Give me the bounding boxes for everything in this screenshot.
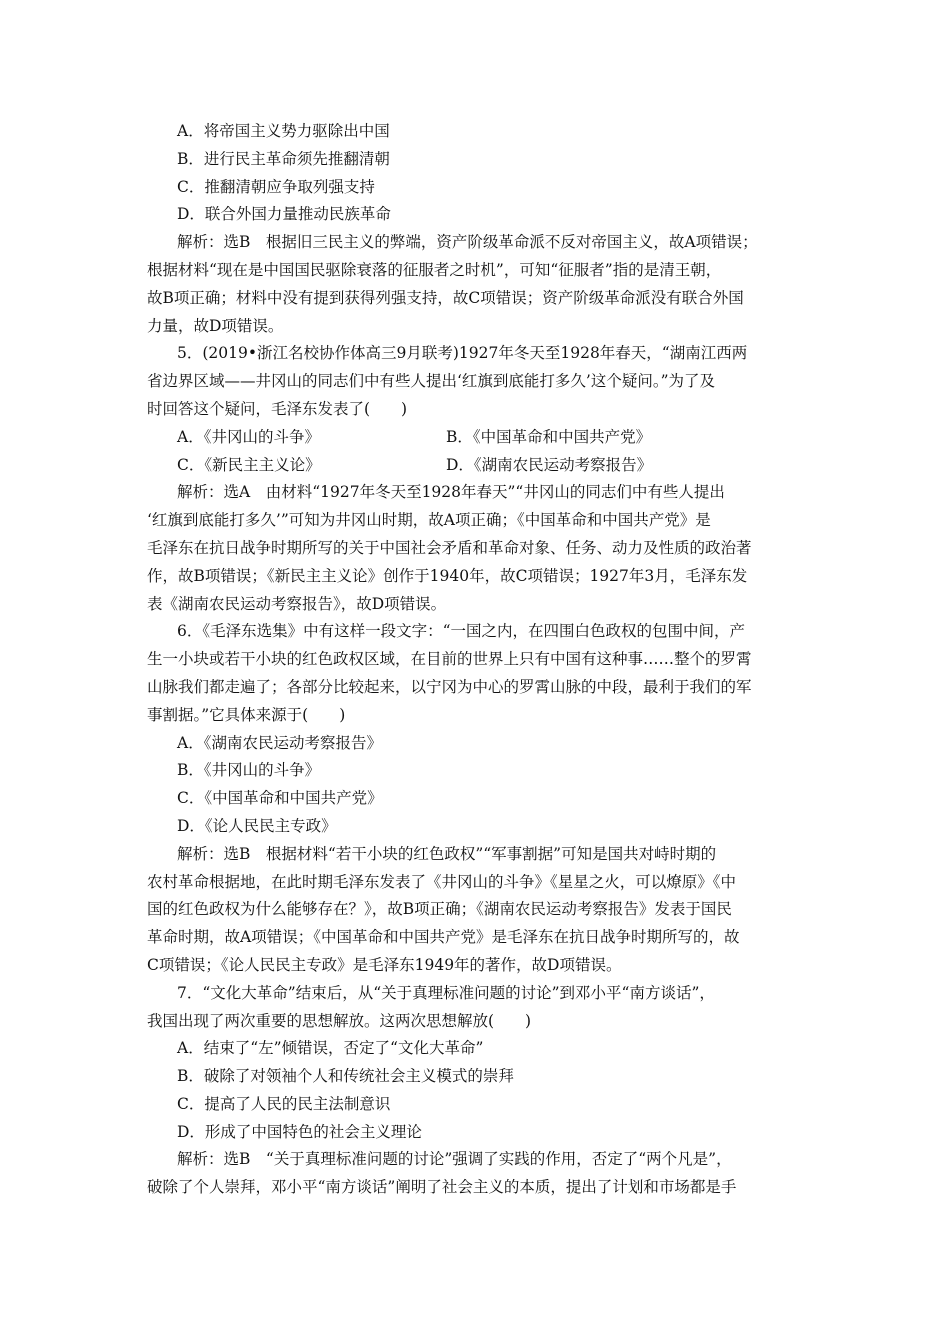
q6-analysis [147,841,823,980]
q5-analysis-line: 毛泽东在抗日战争时期所写的关于中国社会矛盾和革命对象、任务、动力及性质的政治著 [147,538,752,557]
q5-analysis-line: 作，故B项错误；《新民主主义论》创作于1940年，故C项错误；1927年3月，毛泽东发 [147,566,748,585]
q5-option-c: C．《新民主主义论》 [177,455,321,474]
q4-analysis [147,229,823,340]
q6-analysis-line: 国的红色政权为什么能够存在？》，故B项正确；《湖南农民运动考察报告》发表于国民 [147,900,732,919]
q7-stem-line: 我国出现了两次重要的思想解放。这两次思想解放( ) [147,1011,532,1030]
q4-option-a: A．将帝国主义势力驱除出中国 [177,122,390,140]
q7-option-d: D．形成了中国特色的社会主义理论 [177,1122,422,1141]
document-body [147,118,823,1202]
q7-option-a: A．结束了“左”倾错误，否定了“文化大革命” [177,1039,484,1058]
q7-analysis [147,1146,823,1202]
q7-analysis-line: 破除了个人崇拜，邓小平“南方谈话”阐明了社会主义的本质，提出了计划和市场都是手 [147,1178,737,1197]
q5-option-b: B．《中国革命和中国共产党》 [446,427,652,446]
q6-option-b: B．《井冈山的斗争》 [177,761,321,780]
q5-option-d: D．《湖南农民运动考察报告》 [446,455,653,474]
q5-stem-line: 省边界区域——井冈山的同志们中有些人提出‘红旗到底能打多久’这个疑问。”为了及 [147,372,716,391]
q6-stem-line: 生一小块或若干小块的红色政权区域，在目前的世界上只有中国有这种事……整个的罗霄 [147,650,752,669]
q5-stem-line: 时回答这个疑问，毛泽东发表了( ) [147,399,408,418]
q5-stem-line: 5．(2019•浙江名校协作体高三9月联考)1927年冬天至1928年春天，“湖南江西两 [177,344,748,363]
q7-analysis-line: 解析：选B “关于真理标准问题的讨论”强调了实践的作用，否定了“两个凡是”， [177,1150,732,1169]
q4-option-d: D．联合外国力量推动民族革命 [177,205,391,224]
q4-analysis-line: 根据材料“现在是中国国民驱除衰落的征服者之时机”，可知“征服者”指的是清王朝， [147,260,722,279]
q7-stem [147,980,823,1036]
q5-options-row [147,424,823,452]
q6-analysis-line: 农村革命根据地，在此时期毛泽东发表了《井冈山的斗争》《星星之火，可以燎原》《中 [147,872,737,891]
q5-stem [147,340,823,423]
q4-analysis-line: 解析：选B 根据旧三民主义的弊端，资产阶级革命派不反对帝国主义，故A项错误； [177,233,758,252]
q6-option-c: C．《中国革命和中国共产党》 [177,789,383,808]
q4-analysis-line: 故B项正确；材料中没有提到获得列强支持，故C项错误；资产阶级革命派没有联合外国 [147,288,744,307]
q6-option-d: D．《论人民民主专政》 [177,816,337,835]
q6-analysis-line: 革命时期，故A项错误；《中国革命和中国共产党》是毛泽东在抗日战争时期所写的，故 [147,928,740,947]
q5-options-row [147,452,823,480]
q5-analysis-line: ‘红旗到底能打多久’”可知为井冈山时期，故A项正确；《中国革命和中国共产党》是 [147,511,711,530]
q5-analysis-line: 解析：选A 由材料“1927年冬天至1928年春天”“井冈山的同志们中有些人提出 [177,483,725,502]
q6-analysis-line: 解析：选B 根据材料“若干小块的红色政权”“军事割据”可知是国共对峙时期的 [177,844,717,863]
q6-stem-line: 6．《毛泽东选集》中有这样一段文字：“一国之内，在四围白色政权的包围中间，产 [177,622,746,641]
q5-analysis [147,479,823,618]
q4-analysis-line: 力量，故D项错误。 [147,316,284,335]
q4-option-c: C．推翻清朝应争取列强支持 [177,177,375,196]
q6-analysis-line: C项错误；《论人民民主专政》是毛泽东1949年的著作，故D项错误。 [147,955,622,974]
q6-option-a: A．《湖南农民运动考察报告》 [177,733,382,752]
q4-option-b: B．进行民主革命须先推翻清朝 [177,149,390,168]
q7-option-c: C．提高了人民的民主法制意识 [177,1094,391,1113]
q5-option-a: A．《井冈山的斗争》 [177,427,320,446]
q7-option-b: B．破除了对领袖个人和传统社会主义模式的崇拜 [177,1067,514,1086]
q6-stem [147,618,823,729]
q5-analysis-line: 表《湖南农民运动考察报告》，故D项错误。 [147,594,447,613]
q7-stem-line: 7．“文化大革命”结束后，从“关于真理标准问题的讨论”到邓小平“南方谈话”， [177,983,715,1002]
q6-stem-line: 事割据。”它具体来源于( ) [147,705,346,724]
q6-stem-line: 山脉我们都走遍了；各部分比较起来，以宁冈为中心的罗霄山脉的中段，最利于我们的军 [147,677,752,696]
